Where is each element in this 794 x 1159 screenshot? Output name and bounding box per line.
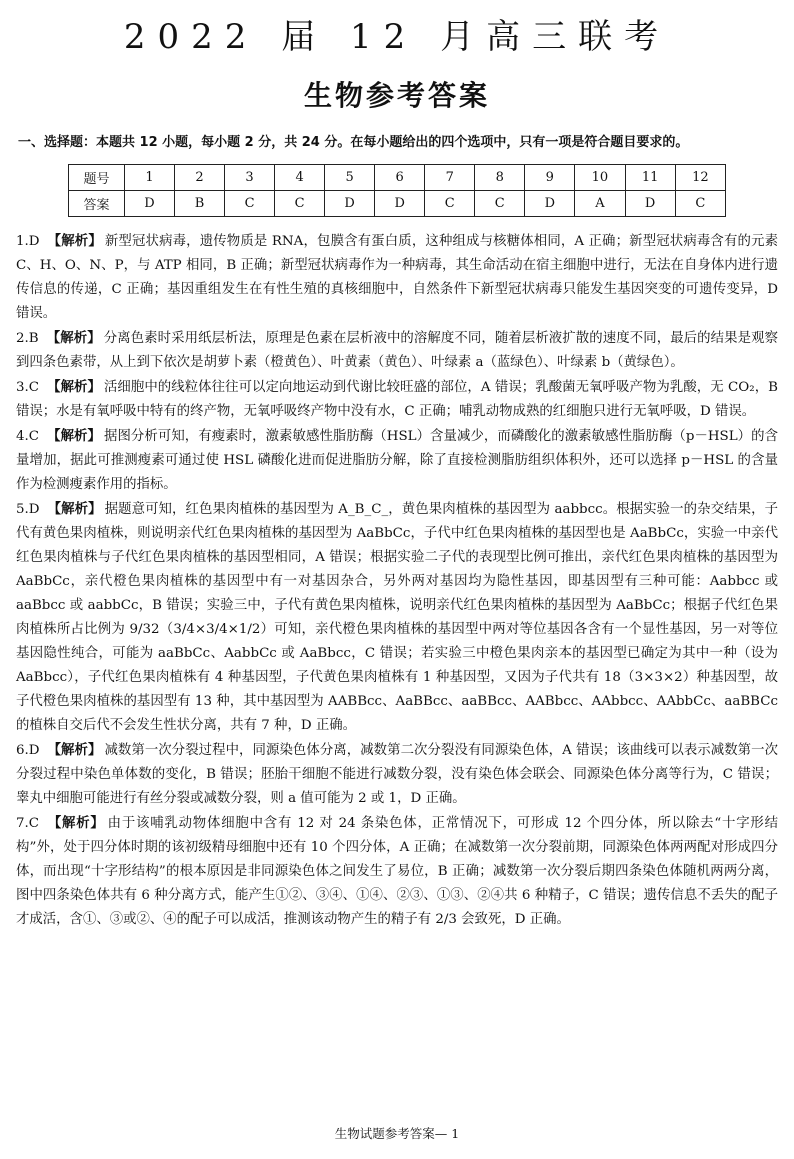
answer-table	[68, 164, 726, 217]
analysis-tag: 【解析】	[47, 380, 101, 395]
explanation-item-1	[16, 230, 778, 326]
explanation-item-2	[16, 327, 778, 375]
table-cell-answer: A	[575, 191, 625, 217]
table-cell-number: 7	[425, 165, 475, 191]
table-cell-answer: D	[325, 191, 375, 217]
item-number: 1.D	[16, 234, 40, 249]
section-heading: 一、选择题：本题共 12 小题，每小题 2 分，共 24 分。在每小题给出的四个选项中，只有一项是符合题目要求的。	[18, 135, 689, 150]
explanation-item-5	[16, 498, 778, 738]
table-cell-number: 5	[325, 165, 375, 191]
explanation-item-4	[16, 425, 778, 497]
page-subtitle: 生物参考答案	[303, 79, 490, 112]
table-cell-number: 12	[675, 165, 725, 191]
table-cell-answer: C	[675, 191, 725, 217]
table-cell-answer: C	[275, 191, 325, 217]
table-cell-number: 4	[275, 165, 325, 191]
explanation-item-3	[16, 376, 778, 424]
item-number: 2.B	[16, 331, 39, 346]
analysis-tag: 【解析】	[46, 331, 101, 346]
item-number: 5.D	[16, 502, 40, 517]
table-row-label: 答案	[69, 191, 125, 217]
table-cell-number: 1	[124, 165, 174, 191]
item-text: 据题意可知，红色果肉植株的基因型为 A_B_C_，黄色果肉植株的基因型为 aabbcc。根据实验一的杂交结果，子代有黄色果肉植株，则说明亲代红色果肉植株的基因型为 AaBbCc，子代中红色果肉植株的基因型也是 AaBbCc，实验一中亲代红色果肉植株与子代红色果肉植株的基因型相同，A 错误；根据实验二子代的表现型比例可推出，亲代红色果肉植株的基因型为 AaBbCc，亲代橙色果肉植株的基因型中有一对基因杂合，另外两对基因均为隐性基因，即基因型有三种可能：Aabbcc 或 aaBbcc 或 aabbCc，B 错误；实验三中，子代有黄色果肉植株，说明亲代红色果肉植株的基因型为 AaBbCc；根据子代红色果肉植株所占比例为 9/32（3/4×3/4×1/2）可知，亲代橙色果肉植株的基因型中两对等位基因各含有一个显性基因，另一对等位基因隐性纯合，可能为 aaBbCc、AabbCc 或 AaBbcc，C 错误；若实验三中橙色果肉亲本的基因型已确定为其中一种（设为 AaBbcc），子代红色果肉植株有 4 种基因型，子代黄色果肉植株有 1 种基因型，又因为子代共有 18（3×3×2）种基因型，故子代橙色果肉植株的基因型有 13 种，其中基因型为 AABBcc、AaBBcc、aaBBcc、AABbcc、AAbbcc、AAbbCc、aaBBCc 的植株自交后代不会发生性状分离，共有 7 种，D 正确。	[16, 502, 779, 733]
table-row-label: 题号	[69, 165, 125, 191]
item-text: 由于该哺乳动物体细胞中含有 12 对 24 条染色体，正常情况下，可形成 12 个四分体，所以除去“十字形结构”外，处于四分体时期的该初级精母细胞中还有 10 个四分体，A 正确；在减数第一次分裂前期，同源染色体两两配对形成四分体，而出现“十字形结构”的根本原因是非同源染色体之间发生了易位，B 正确；减数第一次分裂后期四条染色体随机两两分离，图中四条染色体共有 6 种分离方式，能产生①②、③④、①④、②③、①③、②④共 6 种精子，C 错误；遗传信息不丢失的配子才成活，含①、③或②、④的配子可以成活，推测该动物产生的精子有 2/3 会致死，D 正确。	[16, 816, 779, 927]
table-cell-answer: C	[475, 191, 525, 217]
table-cell-answer: B	[175, 191, 225, 217]
item-text: 减数第一次分裂过程中，同源染色体分离，减数第二次分裂没有同源染色体，A 错误；该曲线可以表示减数第一次分裂过程中染色单体数的变化，B 错误；胚胎干细胞不能进行减数分裂，没有染色体会联会、同源染色体分离等行为，C 错误；睾丸中细胞可能进行有丝分裂或减数分裂，则 a 值可能为 2 或 1，D 正确。	[16, 743, 778, 806]
table-cell-answer: D	[375, 191, 425, 217]
item-text: 分离色素时采用纸层析法，原理是色素在层析液中的溶解度不同，随着层析液扩散的速度不同，最后的结果是观察到四条色素带，从上到下依次是胡萝卜素（橙黄色）、叶黄素（黄色）、叶绿素 a（蓝绿色）、叶绿素 b（黄绿色）。	[16, 331, 779, 370]
analysis-tag: 【解析】	[47, 502, 102, 517]
explanation-item-7	[16, 812, 778, 932]
item-number: 4.C	[16, 429, 40, 444]
table-cell-number: 8	[475, 165, 525, 191]
analysis-tag: 【解析】	[47, 816, 105, 831]
table-row-numbers	[69, 165, 726, 191]
table-cell-number: 6	[375, 165, 425, 191]
page-title: 2022 届 12 月高三联考	[123, 17, 671, 57]
page-footer: 生物试题参考答案— 1	[334, 1126, 460, 1141]
analysis-tag: 【解析】	[47, 234, 102, 249]
table-cell-answer: C	[425, 191, 475, 217]
table-cell-number: 3	[225, 165, 275, 191]
item-text: 活细胞中的线粒体往往可以定向地运动到代谢比较旺盛的部位，A 错误；乳酸菌无氧呼吸产物为乳酸，无 CO₂，B 错误；水是有氧呼吸中特有的终产物，无氧呼吸终产物中没有水，C 正确；哺乳动物成熟的红细胞只进行无氧呼吸，D 错误。	[16, 380, 778, 419]
explanation-item-6	[16, 739, 778, 811]
table-cell-number: 2	[175, 165, 225, 191]
table-cell-number: 9	[525, 165, 575, 191]
analysis-tag: 【解析】	[47, 743, 102, 758]
item-text: 新型冠状病毒，遗传物质是 RNA，包膜含有蛋白质，这种组成与核糖体相同，A 正确；新型冠状病毒含有的元素 C、H、O、N、P，与 ATP 相同，B 正确；新型冠状病毒作为一种病毒，其生命活动在宿主细胞中进行，无法在自身体内进行遗传信息的传递，C 正确；基因重组发生在有性生殖的真核细胞中，自然条件下新型冠状病毒只能发生基因突变的可遗传变异，D 错误。	[16, 234, 779, 321]
table-cell-number: 10	[575, 165, 625, 191]
analysis-tag: 【解析】	[47, 429, 101, 444]
item-text: 据图分析可知，有瘦素时，激素敏感性脂肪酶（HSL）含量减少，而磷酸化的激素敏感性脂肪酶（p－HSL）的含量增加，据此可推测瘦素可通过使 HSL 磷酸化进而促进脂肪分解，除了直接检测脂肪组织体积外，还可以选择 p－HSL 的含量作为检测瘦素作用的指标。	[16, 429, 779, 492]
explanation-list	[16, 230, 778, 933]
item-number: 7.C	[16, 816, 40, 831]
table-cell-answer: D	[525, 191, 575, 217]
table-cell-answer: C	[225, 191, 275, 217]
item-number: 3.C	[16, 380, 40, 395]
table-cell-number: 11	[625, 165, 675, 191]
table-cell-answer: D	[124, 191, 174, 217]
item-number: 6.D	[16, 743, 40, 758]
table-row-answers	[69, 191, 726, 217]
table-cell-answer: D	[625, 191, 675, 217]
